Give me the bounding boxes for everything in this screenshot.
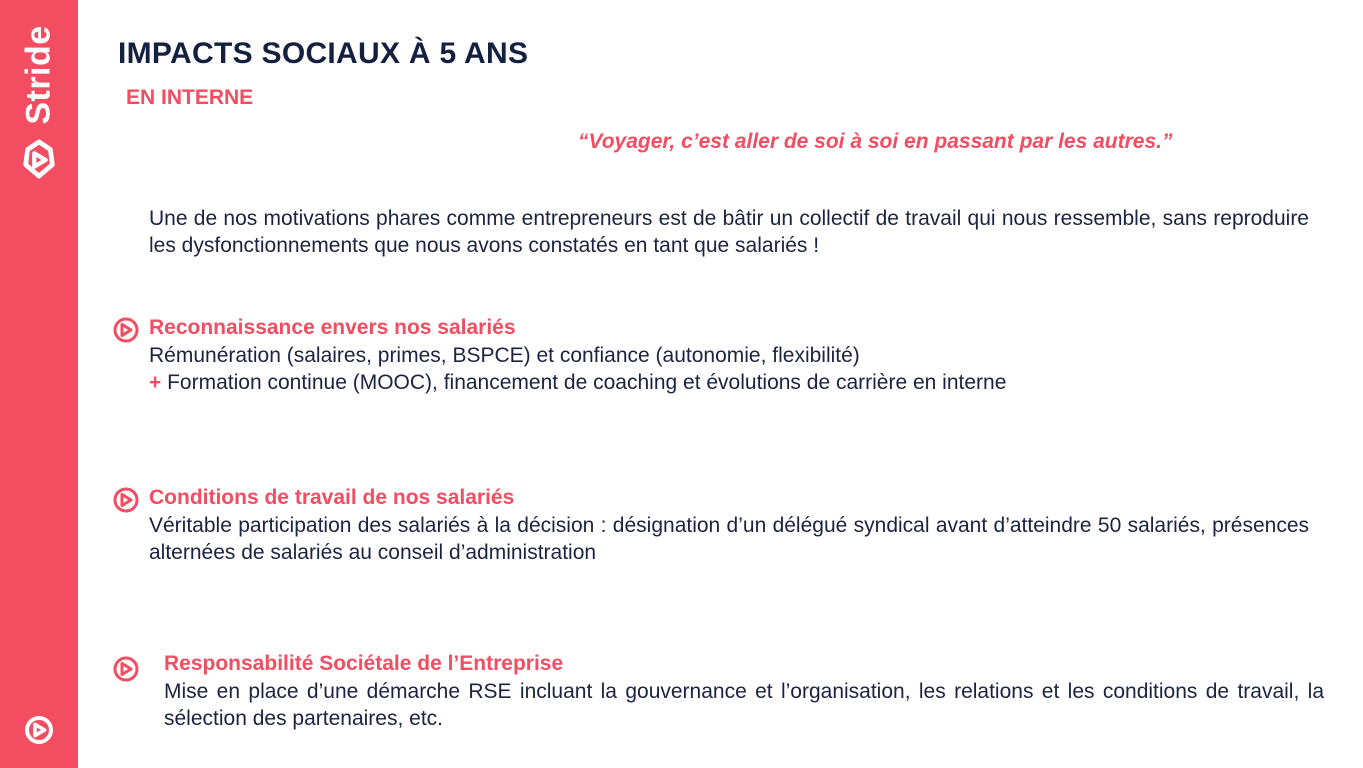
plus-sign: + xyxy=(149,371,162,394)
section-title-conditions: Conditions de travail de nos salariés xyxy=(149,486,515,509)
section-body-rse: Mise en place d’une démarche RSE incluant la gouvernance et l’organisation, les relations et les conditions de travail, la sélection des partenaires, etc. xyxy=(164,680,1324,730)
section-line-formation-text: Formation continue (MOOC), financement de coaching et évolutions de carrière en interne xyxy=(167,371,1007,394)
stride-bullet-icon xyxy=(112,316,140,344)
brand-sidebar xyxy=(0,0,78,768)
section-body-conditions: Véritable participation des salariés à la décision : désignation d’un délégué syndical avant d’atteindre 50 salariés, présences alternées de salariés au conseil d’administration xyxy=(149,514,1309,564)
stride-logo-icon xyxy=(20,138,58,180)
slide-title: IMPACTS SOCIAUX À 5 ANS xyxy=(118,37,529,70)
quote: “Voyager, c’est aller de soi à soi en passant par les autres.” xyxy=(578,130,1173,153)
brand-name: Stride xyxy=(19,25,58,125)
slide-subtitle: EN INTERNE xyxy=(126,86,254,109)
stride-bullet-icon xyxy=(112,486,140,514)
intro-paragraph: Une de nos motivations phares comme entrepreneurs est de bâtir un collectif de travail qui nous ressemble, sans reproduire les dysfonctionnements que nous avons constatés en tant que salariés ! xyxy=(149,207,1309,257)
section-line-formation xyxy=(149,369,1006,396)
section-line-remuneration: Rémunération (salaires, primes, BSPCE) et confiance (autonomie, flexibilité) xyxy=(149,344,860,367)
stride-logo-small-icon xyxy=(23,714,55,746)
section-title-rse: Responsabilité Sociétale de l’Entreprise xyxy=(164,652,564,675)
stride-bullet-icon xyxy=(112,655,140,683)
section-title-reconnaissance: Reconnaissance envers nos salariés xyxy=(149,316,516,339)
